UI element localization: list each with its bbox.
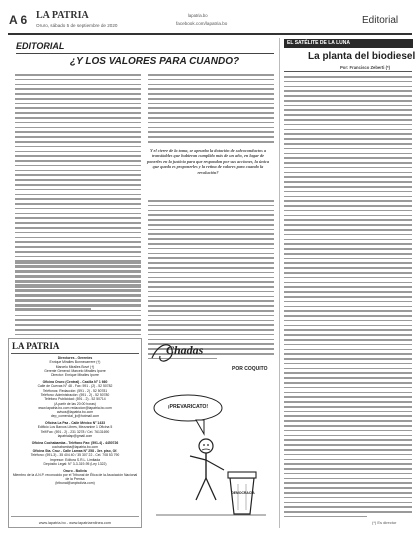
pull-quote: Y el cierre de la toma, se aprueba la dotación de salvoconductos a transitables que hubieran cumplido más de un año, en lugar de ponerles en la justicia para que respondan por sus acciones, la única que queda es proponerles y la retina de valores para cuando la revolución? [147, 148, 269, 175]
directory-line: Miembro de la A.N.P. reconocido por el Tribunal de Ética de la Asociación Nacional de la Prensa [12, 472, 138, 481]
directory-line: Depósito Legal: N° 3-3-319-95 (Ley 1322) [43, 462, 107, 466]
directory-line: Teléfonos: Redacción: (591 - 2) - 52 50781 [42, 388, 108, 393]
directory-line: Marcelo Miralles Bové (†) [55, 364, 95, 369]
directory-line: avisos@lapatria.bo.com [56, 410, 94, 415]
header-social: facebook.com/lapatria.bo [176, 21, 228, 26]
directory-line: (A partir de las 20:00 horas) [54, 401, 96, 406]
directory-line: lapatrialap@gmail.com [57, 433, 93, 438]
directory-line: cochabamba@lapatria.bo.com [51, 444, 99, 449]
header-website: lapatria.bo [188, 13, 208, 18]
header-brand: LA PATRIA [36, 10, 89, 21]
directory-line: Teléfono Publicidad: (591 - 2) - 52 50714 [44, 397, 106, 402]
directory-line: Teléfono: Administración: (591 - 2) - 52 50780 [40, 392, 110, 397]
directory-line: dep_comercial_lp@hotmail.com [50, 414, 100, 419]
masthead-footer-url[interactable]: www.lapatria.bo - www.lapatriaenlinea.com [38, 521, 112, 525]
column-section-bar [284, 39, 413, 48]
directory-line: Oruro - Bolivia [63, 468, 87, 473]
masthead-brand: LA PATRIA [12, 341, 60, 351]
editorial-body-lower-left [15, 262, 141, 340]
editorial-title: ¿Y LOS VALORES PARA CUANDO? [70, 56, 240, 67]
cartoon-caption: POR COQUITO [232, 366, 268, 372]
cartoon-sign: DEMOCRACIA [231, 491, 255, 495]
column-body [284, 76, 412, 517]
column-author: Por: Francisco Zeberti (*) [340, 65, 391, 70]
directory-line: Teléfono: (591-3) - 35 404 40 / 35 307 22 - Cel. 708 53 790 [30, 453, 120, 458]
directory-line: (tribunal@anpbolivia.com) [55, 481, 95, 486]
page-number: A 6 [9, 13, 28, 27]
editorial-label: EDITORIAL [16, 41, 65, 51]
masthead-directory [11, 356, 139, 506]
directory-line: www.lapatria.bo.com redaccion@lapatria.bo.com [38, 405, 112, 410]
cartoon [146, 338, 274, 522]
header-date: Oruro, sábado 5 de septiembre de 2020 [36, 23, 118, 28]
directory-line: Director: Enrique Miralles Iporre [51, 373, 99, 378]
masthead-box [8, 338, 142, 528]
directory-line: Directores - Gerentes [57, 356, 93, 360]
directory-line: Telf/Fax: (591 - 2) - 231 3278 / Cel. 76131690 [40, 429, 110, 434]
cartoon-speech: ¡PREVARICATO! [167, 404, 209, 410]
directory-line: Gerente General: Marcelo Miralles Iporre [44, 368, 106, 373]
directory-line: Oficina La Paz - Calle México N° 1433 [45, 421, 105, 425]
section-title: Editorial [362, 15, 399, 26]
header-rule [8, 33, 412, 35]
editorial-label-rule [16, 53, 274, 54]
column-author-rule [284, 71, 412, 72]
directory-line: Impresor: Editora S.R.L. Limitada [49, 457, 101, 462]
directory-line: Edificio Los Barcos Libres, Mezzanine 1 Oficina 5 [37, 425, 113, 430]
directory-line: Oficina Oruro (Central) - Casilla N° 1 660 [42, 380, 108, 384]
directory-line: Calle de Cuevas N° 48 - Fax: 591 - (2) - 52 50782 [37, 384, 113, 389]
column-section-label: EL SATÉLITE DE LA LUNA [287, 40, 350, 46]
directory-line: Enrique Miralles Bonnecarrere (†) [49, 360, 101, 365]
directory-line: Oficina Sta. Cruz - Calle Lamas N° 258 - 3er. piso, Of. [32, 449, 118, 454]
column-divider [279, 38, 280, 528]
editorial-body-col2-top [148, 74, 274, 143]
column-title: La planta del biodiesel [308, 51, 416, 62]
directory-line: Oficina Cochabamba - Teléfono Fax: (591-4) - 4450726 [31, 440, 119, 445]
column-footnote: (*) Es director [372, 520, 397, 525]
editorial-body-col2-bottom [148, 200, 274, 359]
cartoon-artist: Chadas [166, 343, 204, 357]
